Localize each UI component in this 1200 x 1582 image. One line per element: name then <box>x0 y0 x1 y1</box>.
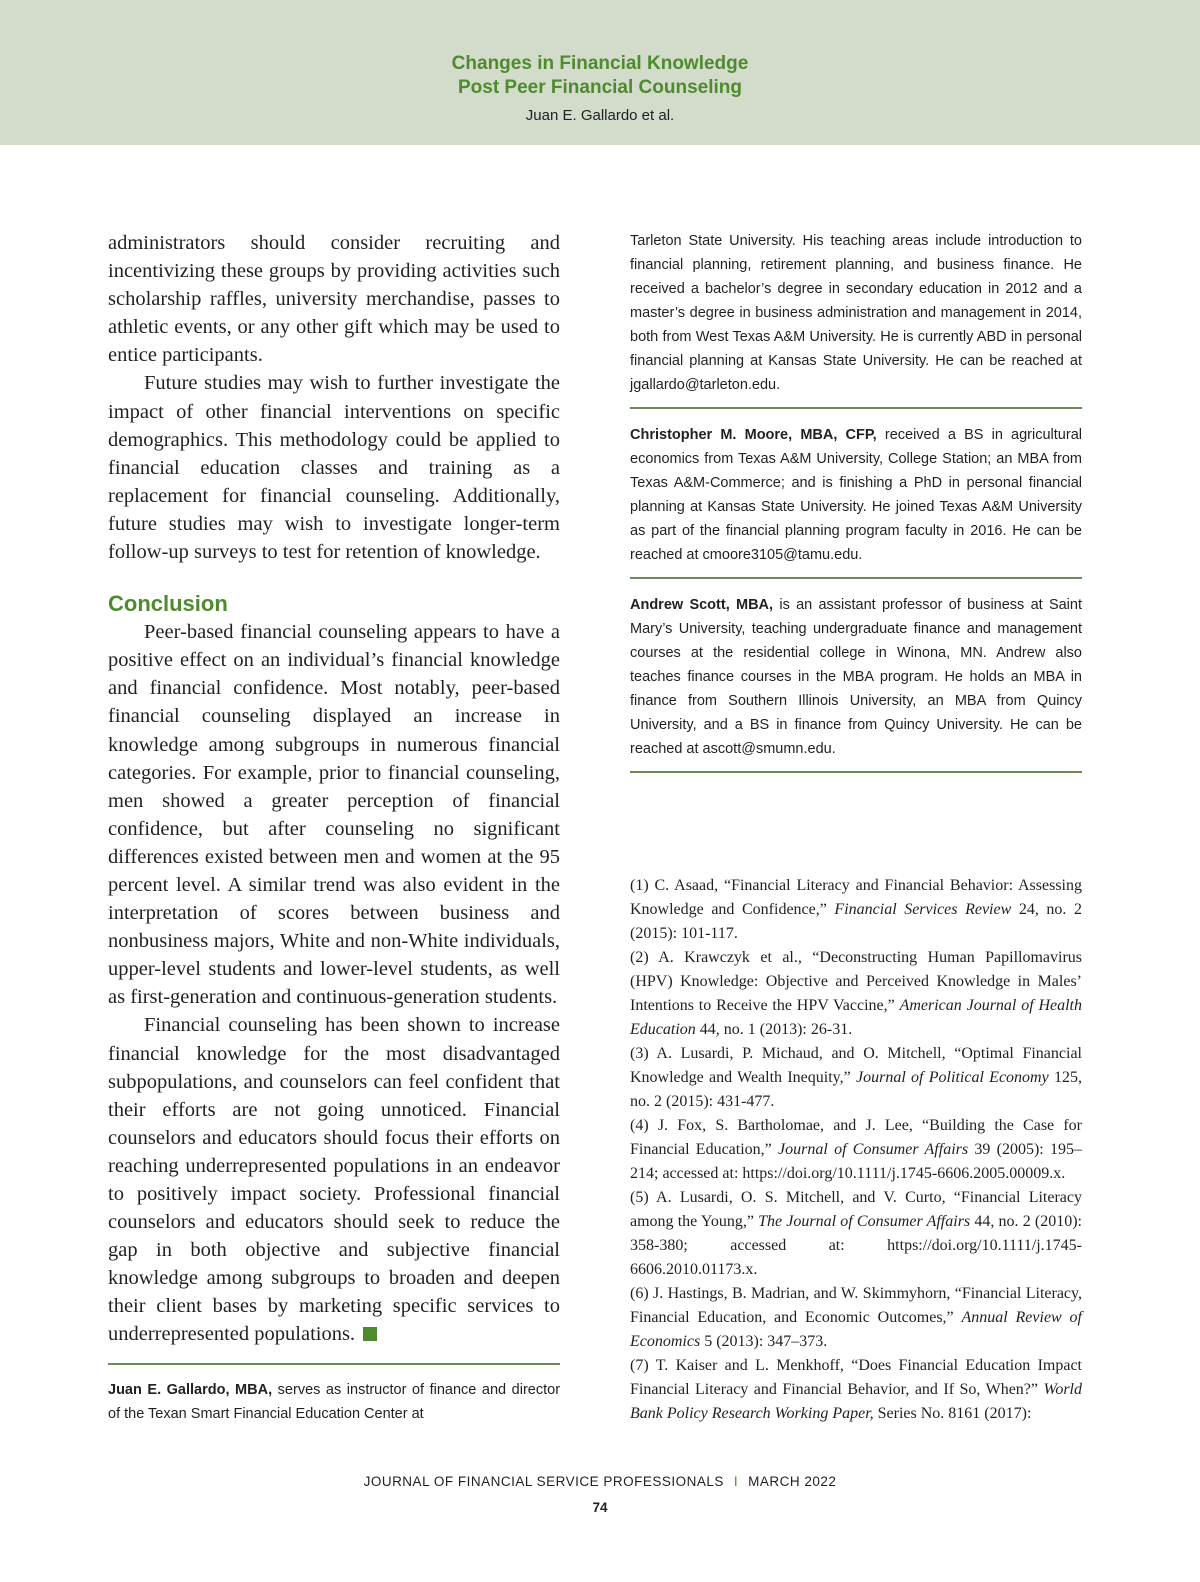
conclusion-heading: Conclusion <box>108 591 228 617</box>
reference-2 <box>630 946 1082 1042</box>
reference-1 <box>630 874 1082 946</box>
reference-7 <box>630 1354 1082 1426</box>
reference-5-journal: The Journal of Consumer Affairs <box>758 1213 971 1230</box>
reference-5-details: 44, no. 2 (2010): 358-380; accessed at: https://doi.org/10.1111/j.1745-6606.2010.01173.x. <box>630 1213 1083 1278</box>
reference-5 <box>630 1186 1082 1282</box>
bio-divider <box>630 577 1082 579</box>
footer-date: MARCH 2022 <box>748 1474 837 1489</box>
bio-moore-name: Christopher M. Moore, MBA, CFP, <box>630 427 877 443</box>
bio-gallardo-continued: Tarleton State University. His teaching areas include introduction to financial planning, retirement planning, and business finance. He received a bachelor’s degree in secondary education in 2012 and a master’s degree in business administration and management in 2014, both from West Texas A&M University. He is currently ABD in personal financial planning at Kansas State University. He can be reached at jgallardo@tarleton.edu. <box>630 233 1082 393</box>
reference-4-text: (4) J. Fox, S. Bartholomae, and J. Lee, “Building the Case for Financial Education,” <box>630 1117 1082 1158</box>
paragraph-recruiting: administrators should consider recruiting and incentivizing these groups by providing activities such scholarship raffles, university merchandise, passes to athletic events, or any other gift which may be used to entice participants. <box>108 232 560 367</box>
reference-1-journal: Financial Services Review <box>834 901 1012 918</box>
paragraph-conclusion-1: Peer-based financial counseling appears to have a positive effect on an individual’s financial knowledge and financial confidence. Most notably, peer-based financial counseling displayed an increase in knowledge among subgroups in numerous financial categories. For example, prior to financial counseling, men showed a greater perception of financial confidence, but after counseling no significant differences existed between men and women at the 95 percent level. A similar trend was also evident in the interpretation of scores between business and nonbusiness majors, White and non-White individuals, upper-level students and lower-level students, as well as first-generation and continuous-generation students. <box>108 621 560 1009</box>
reference-7-details: Series No. 8161 (2017): <box>873 1405 1032 1422</box>
paragraph-conclusion-2 <box>108 1011 560 1348</box>
bio-scott-text: is an assistant professor of business at Saint Mary’s University, teaching undergraduate finance and management courses at the residential college in Winona, MN. Andrew also teaches finance courses in the MBA program. He holds an MBA in finance from Southern Illinois University, an MBA from Quincy University, and a BS in finance from Quincy University. He can be reached at ascott@smumn.edu. <box>630 597 1082 757</box>
reference-1-text: (1) C. Asaad, “Financial Literacy and Financial Behavior: Assessing Knowledge and Confidence,” <box>630 877 1082 918</box>
bio-gallardo-text: serves as instructor of finance and director of the Texan Smart Financial Education Center at <box>108 1382 561 1422</box>
bio-moore <box>630 423 1082 567</box>
running-header <box>0 0 1200 145</box>
header-authors: Juan E. Gallardo et al. <box>525 107 675 124</box>
paragraph-conclusion-2-text: Financial counseling has been shown to increase financial knowledge for the most disadvantaged subpopulations, and counselors can feel confident that their efforts are not going unnoticed. Financial counselors and educators should focus their efforts on reaching underrepresented populations in an endeavor to positively impact society. Professional financial counselors and educators should seek to reduce the gap in both objective and subjective financial knowledge among subgroups to broaden and deepen their client bases by marketing specific services to underrepresented populations. <box>108 1014 560 1346</box>
bio-moore-text: received a BS in agricultural economics from Texas A&M University, College Station; an MBA from Texas A&M-Commerce; and is finishing a PhD in personal financial planning at Kansas State University. He joined Texas A&M University as part of the financial planning program faculty in 2016. He can be reached at cmoore3105@tamu.edu. <box>630 427 1082 563</box>
header-title-line-1: Changes in Financial Knowledge <box>451 53 749 74</box>
bio-gallardo-name: Juan E. Gallardo, MBA, <box>108 1382 273 1398</box>
footer-separator: I <box>733 1474 739 1489</box>
reference-3-details: 125, no. 2 (2015): 431-477. <box>630 1069 1082 1110</box>
running-footer <box>0 1474 1200 1489</box>
bio-divider-left <box>108 1363 560 1365</box>
reference-6-text: (6) J. Hastings, B. Madrian, and W. Skimmyhorn, “Financial Literacy, Financial Education, and Economic Outcomes,” <box>630 1285 1082 1326</box>
reference-1-details: 24, no. 2 (2015): 101-117. <box>630 901 1082 942</box>
reference-4-journal: Journal of Consumer Affairs <box>778 1141 969 1158</box>
header-title-line-2: Post Peer Financial Counseling <box>457 77 742 98</box>
reference-7-text: (7) T. Kaiser and L. Menkhoff, “Does Financial Education Impact Financial Literacy and Financial Behavior, and If So, When?” <box>630 1357 1082 1398</box>
reference-2-details: 44, no. 1 (2013): 26-31. <box>695 1021 853 1038</box>
footer-journal-name: JOURNAL OF FINANCIAL SERVICE PROFESSIONALS <box>363 1474 724 1489</box>
reference-3-journal: Journal of Political Economy <box>856 1069 1049 1086</box>
references-divider <box>630 771 1082 773</box>
references-list <box>630 874 1082 1426</box>
bio-gallardo <box>108 1378 560 1426</box>
reference-4 <box>630 1114 1082 1186</box>
reference-2-journal: American Journal of Health Education <box>630 997 1083 1038</box>
reference-5-text: (5) A. Lusardi, O. S. Mitchell, and V. Curto, “Financial Literacy among the Young,” <box>630 1189 1082 1230</box>
page-number: 74 <box>592 1500 608 1515</box>
left-column <box>108 229 560 1349</box>
reference-6-details: 5 (2013): 347–373. <box>700 1333 828 1350</box>
reference-6 <box>630 1282 1082 1354</box>
reference-6-journal: Annual Review of Economics <box>630 1309 1082 1350</box>
right-column <box>630 229 1082 773</box>
bio-scott-name: Andrew Scott, MBA, <box>630 597 774 613</box>
reference-3 <box>630 1042 1082 1114</box>
reference-2-text: (2) A. Krawczyk et al., “Deconstructing Human Papillomavirus (HPV) Knowledge: Objective and Perceived Knowledge in Males’ Intentions to Receive the HPV Vaccine,” <box>630 949 1082 1014</box>
reference-7-journal: World Bank Policy Research Working Paper, <box>630 1381 1082 1422</box>
bio-scott <box>630 593 1082 761</box>
paragraph-future-studies: Future studies may wish to further investigate the impact of other financial interventions on specific demographics. This methodology could be applied to financial education classes and training as a replacement for financial counseling. Additionally, future studies may wish to investigate longer-term follow-up surveys to test for retention of knowledge. <box>108 372 560 564</box>
bio-divider <box>630 407 1082 409</box>
reference-4-details: 39 (2005): 195–214; accessed at: https://doi.org/10.1111/j.1745-6606.2005.00009.x. <box>630 1141 1082 1182</box>
end-of-article-mark <box>363 1327 377 1341</box>
reference-3-text: (3) A. Lusardi, P. Michaud, and O. Mitchell, “Optimal Financial Knowledge and Wealth Inequity,” <box>630 1045 1082 1086</box>
